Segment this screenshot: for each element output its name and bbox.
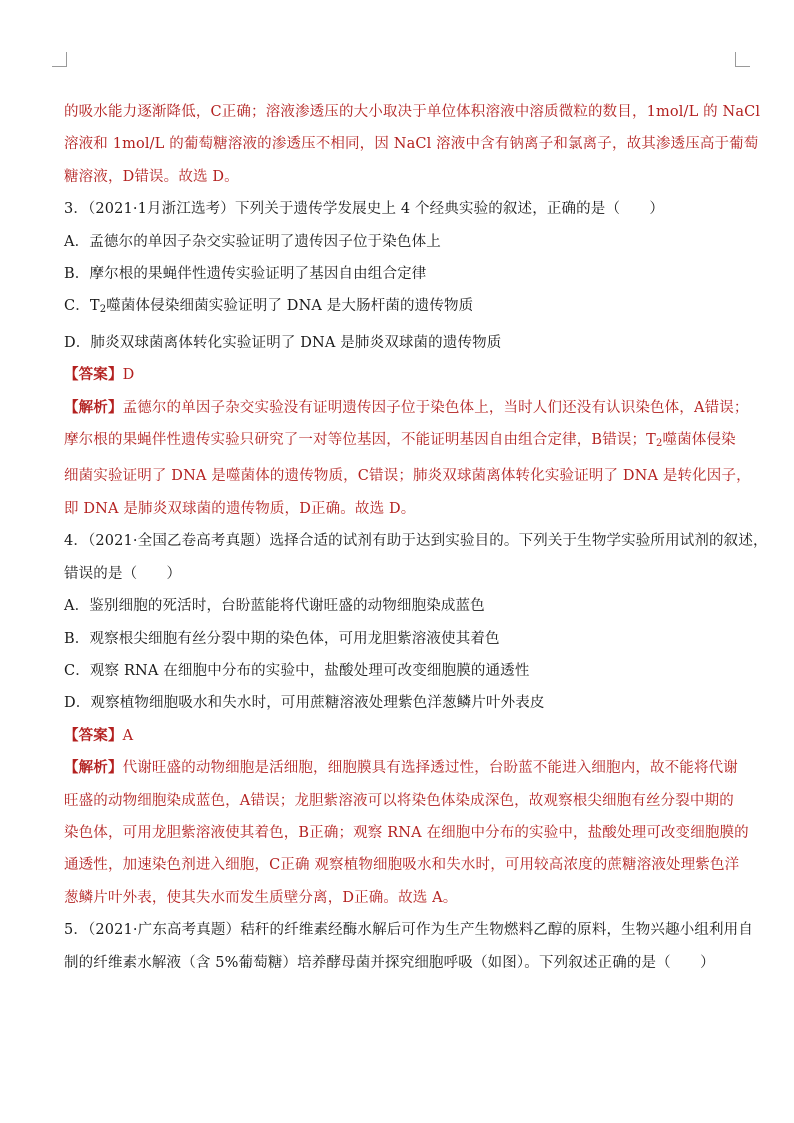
q4-answer-tag: 【答案】: [64, 726, 123, 744]
q3-analysis-line-2: [64, 424, 738, 460]
q4-analysis-line-5: 葱鳞片叶外表，使其失水而发生质壁分离，D正确。故选 A。: [64, 889, 458, 906]
q4-answer-value: A: [122, 727, 134, 744]
q4-analysis-line-1: [64, 752, 738, 784]
q3-analysis-line-4: 即 DNA 是肺炎双球菌的遗传物质，D正确。故选 D。: [64, 500, 416, 517]
q3-option-c-text: 噬菌体侵染细菌实验证明了 DNA 是大肠杆菌的遗传物质: [106, 298, 474, 315]
prev-analysis-line-3: 糖溶液，D错误。故选 D。: [64, 168, 239, 185]
q4-option-b: B．观察根尖细胞有丝分裂中期的染色体，可用龙胆紫溶液使其着色: [64, 630, 500, 647]
crop-mark-top-left: [52, 52, 67, 67]
q3-option-c-prefix: C．T: [64, 298, 100, 315]
prev-analysis-line-1: 的吸水能力逐渐降低，C正确；溶液渗透压的大小取决于单位体积溶液中溶质微粒的数目，1mol/L 的 NaCl: [64, 104, 761, 120]
q3-answer-value: D: [122, 367, 135, 384]
q3-option-b: B．摩尔根的果蝇伴性遗传实验证明了基因自由组合定律: [64, 266, 427, 283]
q4-option-c: C．观察 RNA 在细胞中分布的实验中，盐酸处理可改变细胞膜的通透性: [64, 662, 530, 679]
q4-analysis-line-2: 旺盛的动物细胞染成蓝色，A错误；龙胆紫溶液可以将染色体染成深色，故观察根尖细胞有丝分裂中期的: [64, 792, 734, 809]
q3-option-c: [64, 290, 738, 326]
q3-option-d: D．肺炎双球菌离体转化实验证明了 DNA 是肺炎双球菌的遗传物质: [64, 334, 502, 351]
q4-analysis-line-4: 通透性，加速染色剂进入细胞，C正确 观察植物细胞吸水和失水时，可用较高浓度的蔗糖溶液处理紫色洋: [64, 857, 740, 874]
q4-option-d: D．观察植物细胞吸水和失水时，可用蔗糖溶液处理紫色洋葱鳞片叶外表皮: [64, 695, 545, 712]
q3-stem: 3．（2021·1月浙江选考）下列关于遗传学发展史上 4 个经典实验的叙述，正确的是（ ）: [64, 201, 665, 218]
q4-stem-line-1: 4．（2021·全国乙卷高考真题）选择合适的试剂有助于达到实验目的。下列关于生物学实验所用试剂的叙述，: [64, 533, 768, 550]
q5-stem-line-1: 5．（2021·广东高考真题）秸秆的纤维素经酶水解后可作为生产生物燃料乙醇的原料，生物兴趣小组利用自: [64, 922, 753, 939]
q3-answer-tag: 【答案】: [64, 366, 123, 384]
q4-answer: [64, 720, 738, 752]
q5-stem-line-2: 制的纤维素水解液（含 5%葡萄糖）培养酵母菌并探究细胞呼吸（如图）。下列叙述正确的是（ ）: [64, 954, 715, 971]
q3-analysis-text-2b: 噬菌体侵染: [662, 432, 736, 449]
q4-analysis-text-1: 代谢旺盛的动物细胞是活细胞，细胞膜具有选择透过性，台盼蓝不能进入细胞内，故不能将代谢: [122, 760, 738, 777]
q4-analysis-tag: 【解析】: [64, 759, 123, 777]
q3-analysis-line-1: [64, 392, 749, 424]
q3-analysis-tag: 【解析】: [64, 398, 123, 416]
q3-analysis-text-2a: 摩尔根的果蝇伴性遗传实验只研究了一对等位基因，不能证明基因自由组合定律，B错误；T: [64, 432, 656, 449]
q3-answer: [64, 359, 738, 391]
q3-analysis-subscript: 2: [655, 438, 663, 450]
q4-option-a: A．鉴别细胞的死活时，台盼蓝能将代谢旺盛的动物细胞染成蓝色: [64, 598, 485, 615]
crop-mark-top-right: [735, 52, 750, 67]
q4-stem-line-2: 错误的是（ ）: [64, 565, 182, 582]
q3-option-c-subscript: 2: [99, 304, 107, 316]
q3-analysis-line-3: 细菌实验证明了 DNA 是噬菌体的遗传物质，C错误；肺炎双球菌离体转化实验证明了 DNA 是转化因子，: [64, 468, 751, 485]
prev-analysis-line-2: 溶液和 1mol/L 的葡萄糖溶液的渗透压不相同，因 NaCl 溶液中含有钠离子和氯离子，故其渗透压高于葡萄: [64, 136, 759, 153]
q4-analysis-line-3: 染色体，可用龙胆紫溶液使其着色，B正确；观察 RNA 在细胞中分布的实验中，盐酸处理可改变细胞膜的: [64, 824, 749, 841]
q3-option-a: A．孟德尔的单因子杂交实验证明了遗传因子位于染色体上: [64, 233, 441, 250]
q3-analysis-text-1: 孟德尔的单因子杂交实验没有证明遗传因子位于染色体上，当时人们还没有认识染色体，A错误；: [122, 399, 749, 416]
